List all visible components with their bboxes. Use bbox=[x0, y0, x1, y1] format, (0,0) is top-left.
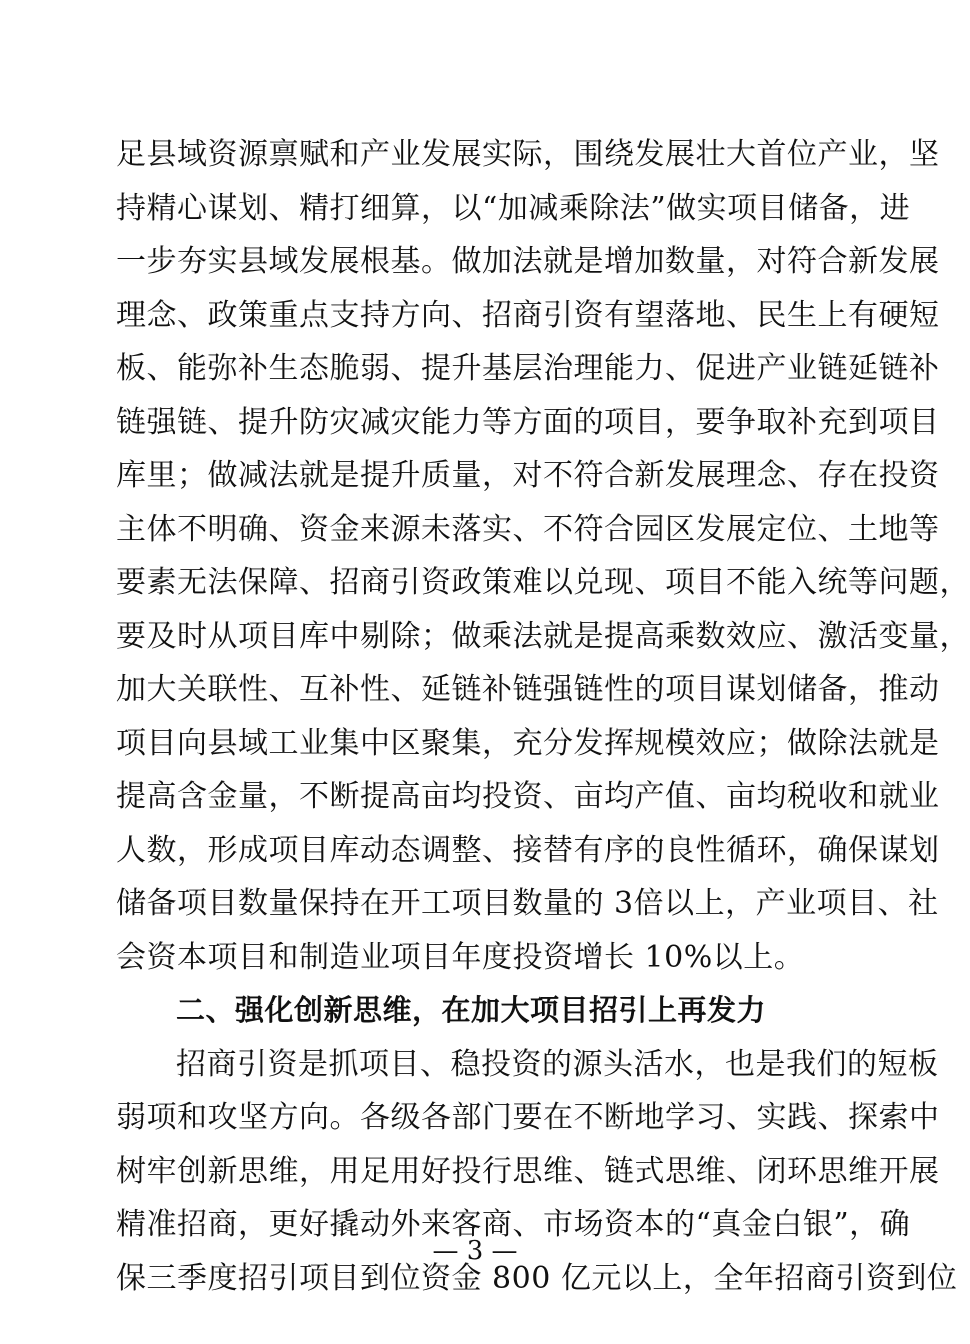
text-line: 储备项目数量保持在开工项目数量的 3倍以上，产业项目、社 bbox=[116, 886, 939, 921]
text-line: 提高含金量，不断提高亩均投资、亩均产值、亩均税收和就业 bbox=[116, 779, 940, 814]
text-line: 持精心谋划、精打细算，以“加减乘除法”做实项目储备，进 bbox=[116, 190, 911, 226]
text-line: 项目向县域工业集中区聚集，充分发挥规模效应；做除法就是 bbox=[116, 725, 940, 761]
text-line: 保三季度招引项目到位资金 800 亿元以上，全年招商引资到位 bbox=[116, 1260, 958, 1296]
text-line: 理念、政策重点支持方向、招商引资有望落地、民生上有硬短 bbox=[116, 297, 940, 333]
text-line: 弱项和攻坚方向。各级各部门要在不断地学习、实践、探索中 bbox=[116, 1100, 940, 1135]
text-line: 链强链、提升防灾减灾能力等方面的项目，要争取补充到项目 bbox=[116, 404, 940, 440]
section-heading: 二、强化创新思维，在加大项目招引上再发力 bbox=[176, 993, 767, 1027]
page-number: — 3 — bbox=[432, 1236, 518, 1266]
text-line: 足县域资源禀赋和产业发展实际，围绕发展壮大首位产业，坚 bbox=[116, 137, 940, 172]
text-line: 会资本项目和制造业项目年度投资增长 10%以上。 bbox=[116, 939, 805, 975]
text-line: 要素无法保障、招商引资政策难以兑现、项目不能入统等问题， bbox=[116, 565, 970, 600]
text-line: 板、能弥补生态脆弱、提升基层治理能力、促进产业链延链补 bbox=[116, 351, 940, 386]
text-line: 主体不明确、资金来源未落实、不符合园区发展定位、土地等 bbox=[116, 511, 940, 547]
text-line: 树牢创新思维，用足用好投行思维、链式思维、闭环思维开展 bbox=[116, 1153, 940, 1189]
text-line: 精准招商，更好撬动外来客商、市场资本的“真金白银”，确 bbox=[116, 1207, 911, 1242]
text-line: 库里；做减法就是提升质量，对不符合新发展理念、存在投资 bbox=[116, 458, 940, 493]
text-line: 人数，形成项目库动态调整、接替有序的良性循环，确保谋划 bbox=[116, 832, 940, 868]
text-line: 加大关联性、互补性、延链补链强链性的项目谋划储备，推动 bbox=[116, 672, 940, 707]
body-text bbox=[116, 128, 970, 1305]
text-line: 一步夯实县域发展根基。做加法就是增加数量，对符合新发展 bbox=[116, 244, 940, 279]
text-line: 要及时从项目库中剔除；做乘法就是提高乘数效应、激活变量， bbox=[116, 618, 970, 654]
text-line: 招商引资是抓项目、稳投资的源头活水，也是我们的短板 bbox=[176, 1046, 939, 1082]
